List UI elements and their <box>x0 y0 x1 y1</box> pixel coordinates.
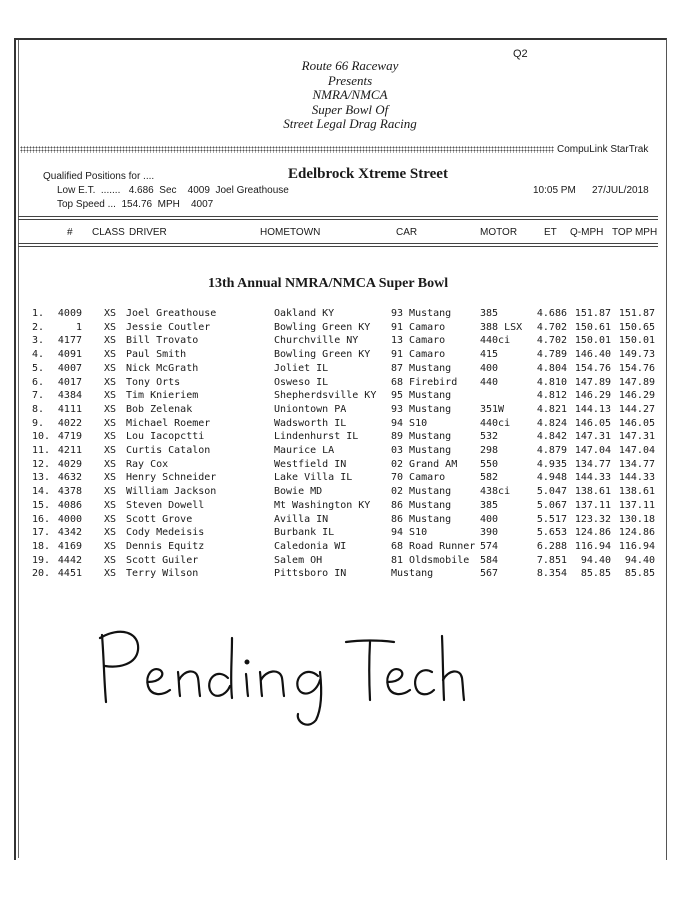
col-header-motor: MOTOR <box>480 227 518 238</box>
cell-hometown: Joliet IL <box>274 362 329 374</box>
cell-class: XS <box>104 431 117 443</box>
header-line: Super Bowl Of <box>311 101 389 117</box>
cell-top-mph: 144.33 <box>618 472 655 484</box>
divider <box>18 246 658 247</box>
cell-et: 4.879 <box>536 445 567 456</box>
cell-car-number: 4632 <box>57 472 82 484</box>
divider <box>18 219 658 220</box>
header-line: Presents <box>327 72 373 88</box>
cell-motor: 567 <box>480 568 499 580</box>
cell-top-mph: 147.31 <box>618 431 655 443</box>
cell-q-mph: 124.86 <box>574 527 611 539</box>
top-speed-value: 154.76 MPH <box>121 199 180 210</box>
cell-car-number: 4384 <box>57 390 82 402</box>
dotted-divider <box>20 146 554 153</box>
cell-position: 6. <box>32 376 45 388</box>
cell-position: 16. <box>32 513 51 525</box>
cell-car-number: 4211 <box>57 445 82 456</box>
cell-position: 20. <box>32 568 51 580</box>
cell-top-mph: 149.73 <box>618 349 655 361</box>
cell-car: 02 Mustang <box>391 486 452 498</box>
cell-top-mph: 154.76 <box>618 362 655 374</box>
cell-hometown: Osweso IL <box>274 376 329 388</box>
cell-motor: 574 <box>480 540 499 552</box>
cell-class: XS <box>104 568 117 580</box>
cell-class: XS <box>104 349 117 361</box>
cell-class: XS <box>104 376 117 388</box>
cell-hometown: Mt Washington KY <box>274 499 371 511</box>
cell-et: 5.653 <box>536 527 567 539</box>
cell-car: 68 Road Runner <box>391 540 476 552</box>
cell-motor: 532 <box>480 431 499 443</box>
cell-top-mph: 150.65 <box>618 321 655 333</box>
cell-q-mph: 147.31 <box>574 431 611 443</box>
cell-driver: Bill Trovato <box>126 335 199 347</box>
cell-driver: Curtis Catalon <box>126 445 211 456</box>
table-row <box>0 568 688 582</box>
cell-car: 93 Mustang <box>391 403 452 415</box>
cell-car: 68 Firebird <box>391 376 458 388</box>
cell-hometown: Churchville NY <box>274 335 359 347</box>
cell-car: 13 Camaro <box>391 335 446 347</box>
divider <box>18 243 658 244</box>
cell-driver: Paul Smith <box>126 349 187 361</box>
cell-car-number: 4000 <box>57 513 82 525</box>
cell-driver: Nick McGrath <box>126 362 199 374</box>
cell-class: XS <box>104 403 117 415</box>
header-line: NMRA/NMCA <box>312 87 388 102</box>
cell-q-mph: 151.87 <box>574 308 611 319</box>
cell-position: 5. <box>32 362 45 374</box>
cell-car: 93 Mustang <box>391 308 452 319</box>
cell-driver: William Jackson <box>126 486 217 498</box>
cell-car: 91 Camaro <box>391 321 446 333</box>
cell-et: 5.047 <box>536 486 567 498</box>
cell-driver: Henry Schneider <box>126 472 217 484</box>
cell-position: 14. <box>32 486 51 498</box>
header-line: Street Legal Drag Racing <box>283 116 417 131</box>
event-name: Edelbrock Xtreme Street <box>288 166 448 182</box>
cell-position: 12. <box>32 458 51 470</box>
cell-motor: 400 <box>480 362 499 374</box>
results-subtitle: 13th Annual NMRA/NMCA Super Bowl <box>208 276 449 291</box>
cell-car: 94 S10 <box>391 527 428 539</box>
table-row <box>0 431 688 445</box>
table-row <box>0 541 688 555</box>
cell-et: 5.517 <box>536 513 567 525</box>
cell-q-mph: 146.05 <box>574 417 611 429</box>
cell-q-mph: 146.29 <box>574 390 611 402</box>
col-header-et: ET <box>544 227 557 238</box>
cell-hometown: Oakland KY <box>274 308 335 319</box>
cell-car: 86 Mustang <box>391 513 452 525</box>
cell-driver: Dennis Equitz <box>126 540 205 552</box>
table-row <box>0 418 688 432</box>
cell-hometown: Bowling Green KY <box>274 349 371 361</box>
table-row <box>0 500 688 514</box>
cell-motor: 390 <box>480 527 499 539</box>
cell-position: 9. <box>32 417 45 429</box>
col-header-topmph: TOP MPH <box>612 227 658 238</box>
cell-et: 4.804 <box>536 362 567 374</box>
cell-car-number: 4719 <box>57 431 82 443</box>
cell-car-number: 4007 <box>57 362 82 374</box>
cell-top-mph: 144.27 <box>618 403 655 415</box>
table-row <box>0 486 688 500</box>
cell-top-mph: 151.87 <box>618 308 655 319</box>
cell-et: 4.702 <box>536 321 567 333</box>
cell-driver: Scott Guiler <box>126 554 199 566</box>
table-row <box>0 349 688 363</box>
cell-position: 8. <box>32 403 45 415</box>
cell-et: 4.686 <box>536 308 567 319</box>
cell-class: XS <box>104 321 117 333</box>
cell-q-mph: 150.01 <box>574 335 611 347</box>
divider <box>18 216 658 217</box>
table-row <box>0 390 688 404</box>
cell-position: 7. <box>32 390 45 402</box>
cell-et: 5.067 <box>536 499 567 511</box>
cell-motor: 584 <box>480 554 499 566</box>
cell-motor: 440ci <box>480 335 511 347</box>
cell-position: 13. <box>32 472 51 484</box>
cell-hometown: Uniontown PA <box>274 403 347 415</box>
cell-q-mph: 138.61 <box>574 486 611 498</box>
event-header <box>200 58 500 131</box>
cell-car-number: 4342 <box>57 527 82 539</box>
cell-motor: 415 <box>480 349 499 361</box>
cell-position: 4. <box>32 349 45 361</box>
cell-class: XS <box>104 472 117 484</box>
cell-top-mph: 146.29 <box>618 390 655 402</box>
cell-top-mph: 94.40 <box>624 554 655 566</box>
cell-hometown: Caledonia WI <box>274 540 347 552</box>
cell-top-mph: 116.94 <box>618 540 655 552</box>
cell-motor: 351W <box>480 403 505 415</box>
cell-class: XS <box>104 486 117 498</box>
cell-car: 87 Mustang <box>391 362 452 374</box>
cell-top-mph: 138.61 <box>618 486 655 498</box>
cell-driver: Joel Greathouse <box>126 308 217 319</box>
table-row <box>0 514 688 528</box>
handwritten-note <box>90 620 470 730</box>
cell-motor: 440 <box>480 376 499 388</box>
cell-class: XS <box>104 335 117 347</box>
cell-driver: Ray Cox <box>126 458 169 470</box>
cell-driver: Jessie Coutler <box>126 321 211 333</box>
cell-driver: Steven Dowell <box>126 499 205 511</box>
cell-car-number: 4086 <box>57 499 82 511</box>
cell-driver: Tim Knieriem <box>126 390 199 402</box>
cell-q-mph: 154.76 <box>574 362 611 374</box>
cell-et: 6.288 <box>536 540 567 552</box>
cell-car-number: 4378 <box>57 486 82 498</box>
table-row <box>0 555 688 569</box>
cell-car-number: 4442 <box>57 554 82 566</box>
cell-et: 8.354 <box>536 568 567 580</box>
cell-driver: Terry Wilson <box>126 568 199 580</box>
cell-q-mph: 144.33 <box>574 472 611 484</box>
cell-hometown: Bowie MD <box>274 486 323 498</box>
cell-car-number: 4091 <box>57 349 82 361</box>
cell-car: 70 Camaro <box>391 472 446 484</box>
cell-et: 4.948 <box>536 472 567 484</box>
system-label: CompuLink StarTrak <box>557 144 649 155</box>
table-row <box>0 527 688 541</box>
top-speed-label: Top Speed ... <box>57 199 116 210</box>
cell-q-mph: 150.61 <box>574 321 611 333</box>
cell-motor: 438ci <box>480 486 511 498</box>
cell-et: 7.851 <box>536 554 567 566</box>
cell-class: XS <box>104 527 117 539</box>
table-row <box>0 472 688 486</box>
cell-car: 91 Camaro <box>391 349 446 361</box>
report-date: 27/JUL/2018 <box>592 185 649 196</box>
cell-driver: Cody Medeisis <box>126 527 205 539</box>
cell-car-number: 4111 <box>57 403 82 415</box>
table-row <box>0 363 688 377</box>
table-row <box>0 335 688 349</box>
cell-hometown: Maurice LA <box>274 445 335 456</box>
cell-et: 4.702 <box>536 335 567 347</box>
cell-hometown: Shepherdsville KY <box>274 390 377 402</box>
cell-top-mph: 147.04 <box>618 445 655 456</box>
cell-driver: Tony Orts <box>126 376 181 388</box>
cell-et: 4.935 <box>536 458 567 470</box>
cell-class: XS <box>104 540 117 552</box>
header-line: Route 66 Raceway <box>301 58 399 73</box>
cell-position: 17. <box>32 527 51 539</box>
cell-car: 02 Grand AM <box>391 458 458 470</box>
cell-q-mph: 147.89 <box>574 376 611 388</box>
cell-motor: 385 <box>480 499 499 511</box>
cell-position: 1. <box>32 308 45 319</box>
cell-hometown: Burbank IL <box>274 527 335 539</box>
cell-position: 19. <box>32 554 51 566</box>
cell-car-number: 4169 <box>57 540 82 552</box>
cell-driver: Michael Roemer <box>126 417 211 429</box>
col-header-car: CAR <box>396 227 418 238</box>
cell-et: 4.824 <box>536 417 567 429</box>
cell-hometown: Wadsworth IL <box>274 417 347 429</box>
low-et-label: Low E.T. ....... <box>57 185 121 196</box>
cell-car-number: 4177 <box>57 335 82 347</box>
cell-q-mph: 137.11 <box>574 499 611 511</box>
cell-motor: 388 LSX <box>480 321 523 333</box>
cell-position: 15. <box>32 499 51 511</box>
cell-position: 11. <box>32 445 51 456</box>
cell-top-mph: 137.11 <box>618 499 655 511</box>
cell-driver: Scott Grove <box>126 513 193 525</box>
cell-top-mph: 85.85 <box>624 568 655 580</box>
low-et-value: 4.686 Sec <box>128 185 177 196</box>
cell-top-mph: 124.86 <box>618 527 655 539</box>
cell-et: 4.812 <box>536 390 567 402</box>
sheet-id: Q2 <box>513 48 528 60</box>
cell-position: 2. <box>32 321 45 333</box>
cell-top-mph: 146.05 <box>618 417 655 429</box>
cell-hometown: Pittsboro IN <box>274 568 347 580</box>
low-et-line <box>57 185 289 196</box>
cell-class: XS <box>104 458 117 470</box>
cell-position: 10. <box>32 431 51 443</box>
cell-car-number: 4022 <box>57 417 82 429</box>
low-et-car: 4009 <box>187 185 210 196</box>
cell-class: XS <box>104 390 117 402</box>
top-speed-car: 4007 <box>191 199 214 210</box>
cell-et: 4.821 <box>536 403 567 415</box>
cell-car-number: 1 <box>75 321 82 333</box>
cell-q-mph: 85.85 <box>580 568 611 580</box>
cell-motor: 440ci <box>480 417 511 429</box>
table-row <box>0 404 688 418</box>
report-time: 10:05 PM <box>533 185 576 196</box>
cell-position: 18. <box>32 540 51 552</box>
col-header-qmph: Q-MPH <box>570 227 604 238</box>
cell-driver: Lou Iacopctti <box>126 431 205 443</box>
cell-motor: 298 <box>480 445 499 456</box>
cell-class: XS <box>104 513 117 525</box>
low-et-driver: Joel Greathouse <box>215 185 289 196</box>
col-header-class: CLASS <box>92 227 125 238</box>
cell-q-mph: 123.32 <box>574 513 611 525</box>
cell-car: 94 S10 <box>391 417 428 429</box>
table-row <box>0 377 688 391</box>
cell-car: 89 Mustang <box>391 431 452 443</box>
cell-car: 03 Mustang <box>391 445 452 456</box>
col-header-hometown: HOMETOWN <box>260 227 321 238</box>
cell-hometown: Avilla IN <box>274 513 329 525</box>
cell-car: 81 Oldsmobile <box>391 554 470 566</box>
cell-class: XS <box>104 417 117 429</box>
cell-hometown: Lake Villa IL <box>274 472 353 484</box>
table-row <box>0 308 688 322</box>
cell-q-mph: 94.40 <box>580 554 611 566</box>
cell-q-mph: 147.04 <box>574 445 611 456</box>
cell-class: XS <box>104 554 117 566</box>
cell-q-mph: 144.13 <box>574 403 611 415</box>
table-row <box>0 322 688 336</box>
qualified-label: Qualified Positions for .... <box>43 171 155 182</box>
col-header-driver: DRIVER <box>129 227 167 238</box>
cell-et: 4.810 <box>536 376 567 388</box>
cell-class: XS <box>104 445 117 456</box>
cell-motor: 550 <box>480 458 499 470</box>
cell-top-mph: 130.18 <box>618 513 655 525</box>
cell-hometown: Salem OH <box>274 554 323 566</box>
cell-driver: Bob Zelenak <box>126 403 193 415</box>
cell-car-number: 4029 <box>57 458 82 470</box>
cell-class: XS <box>104 362 117 374</box>
cell-q-mph: 116.94 <box>574 540 611 552</box>
cell-car-number: 4009 <box>57 308 82 319</box>
cell-motor: 400 <box>480 513 499 525</box>
cell-class: XS <box>104 499 117 511</box>
cell-top-mph: 147.89 <box>618 376 655 388</box>
cell-top-mph: 134.77 <box>618 458 655 470</box>
cell-class: XS <box>104 308 117 319</box>
cell-et: 4.842 <box>536 431 567 443</box>
cell-car-number: 4017 <box>57 376 82 388</box>
col-header-num: # <box>67 227 73 238</box>
cell-et: 4.789 <box>536 349 567 361</box>
cell-hometown: Lindenhurst IL <box>274 431 359 443</box>
cell-q-mph: 134.77 <box>574 458 611 470</box>
cell-car: 86 Mustang <box>391 499 452 511</box>
cell-motor: 385 <box>480 308 499 319</box>
top-speed-line <box>57 199 213 210</box>
cell-car: Mustang <box>391 568 434 580</box>
cell-position: 3. <box>32 335 45 347</box>
table-row <box>0 459 688 473</box>
cell-hometown: Westfield IN <box>274 458 347 470</box>
cell-motor: 582 <box>480 472 499 484</box>
cell-hometown: Bowling Green KY <box>274 321 371 333</box>
table-row <box>0 445 688 459</box>
cell-car: 95 Mustang <box>391 390 452 402</box>
cell-q-mph: 146.40 <box>574 349 611 361</box>
cell-car-number: 4451 <box>57 568 82 580</box>
cell-top-mph: 150.01 <box>618 335 655 347</box>
